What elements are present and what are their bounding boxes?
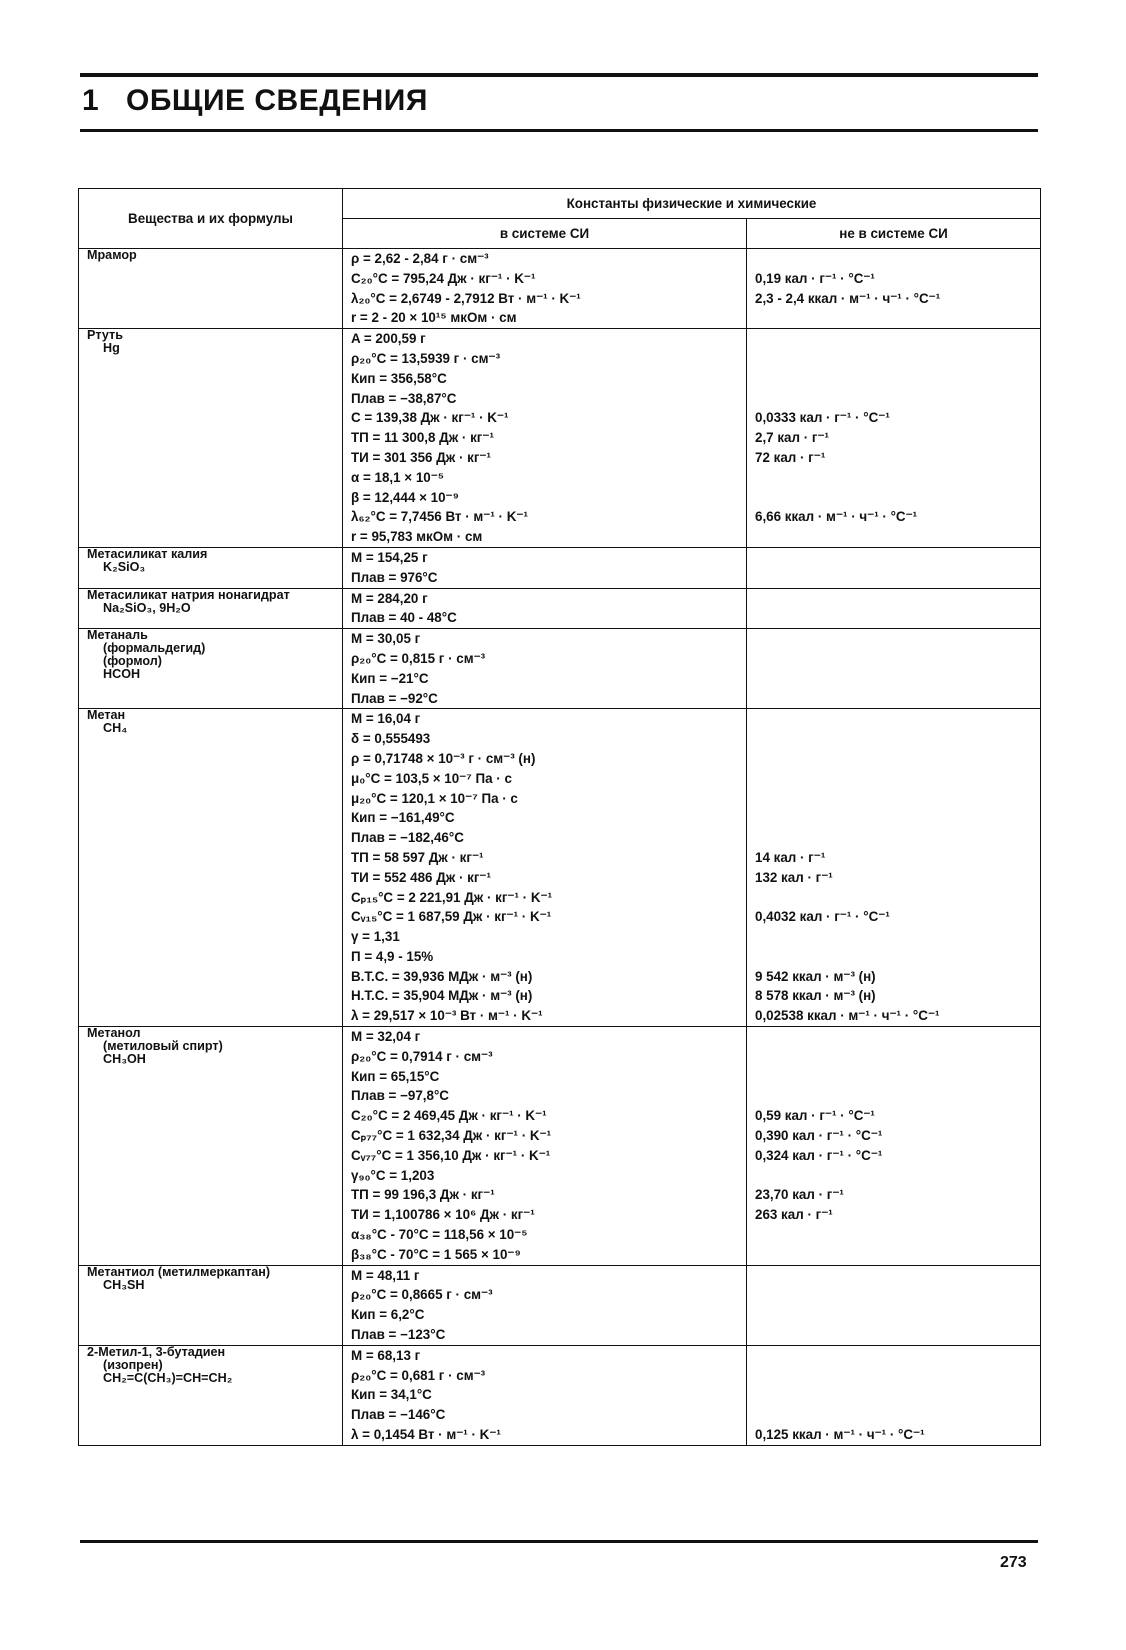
non-si-value-line xyxy=(755,709,1040,729)
non-si-value-line xyxy=(755,1305,1040,1325)
si-values-cell xyxy=(343,1265,747,1345)
si-values-cell xyxy=(343,249,747,329)
non-si-value-line: 2,3 - 2,4 ккал · м⁻¹ · ч⁻¹ · °C⁻¹ xyxy=(755,290,941,306)
substance-cell xyxy=(79,1265,343,1345)
non-si-value-line xyxy=(755,308,1040,328)
non-si-value-line xyxy=(755,1067,1040,1087)
si-value-line: α₃₈°C - 70°C = 118,56 × 10⁻⁵ xyxy=(351,1227,528,1243)
substance-cell xyxy=(79,629,343,709)
si-value-line: Плав = −182,46°C xyxy=(351,830,464,846)
substance-line: 2-Метил-1, 3-бутадиен xyxy=(87,1345,226,1359)
substance-line: Ртуть xyxy=(87,329,123,343)
non-si-value-line xyxy=(755,669,1040,689)
non-si-value-line: 72 кал · г⁻¹ xyxy=(755,449,826,465)
si-value-line: Кип = 34,1°C xyxy=(351,1387,432,1403)
si-value-line: λ₆₂°C = 7,7456 Вт · м⁻¹ · K⁻¹ xyxy=(351,509,528,525)
non-si-value-line xyxy=(755,1086,1040,1106)
non-si-value-line xyxy=(755,947,1040,967)
si-value-line: M = 68,13 г xyxy=(351,1347,421,1363)
si-value-line: Н.Т.С. = 35,904 МДж · м⁻³ (н) xyxy=(351,988,533,1004)
substance-line: (метиловый спирт) xyxy=(103,1040,223,1054)
substance-line: Метантиол (метилмеркаптан) xyxy=(87,1265,271,1279)
si-value-line: λ = 0,1454 Вт · м⁻¹ · K⁻¹ xyxy=(351,1427,501,1443)
non-si-value-line xyxy=(755,548,1040,568)
si-value-line: Кип = −21°C xyxy=(351,670,429,686)
substance-line: (формальдегид) xyxy=(103,642,206,656)
si-value-line: Кип = 6,2°C xyxy=(351,1307,425,1323)
non-si-value-line xyxy=(755,1325,1040,1345)
non-si-value-line xyxy=(755,749,1040,769)
substance-line: CH₂=C(CH₃)=CH=CH₂ xyxy=(103,1371,233,1385)
non-si-value-line xyxy=(755,927,1040,947)
si-values-cell xyxy=(343,547,747,588)
non-si-value-line xyxy=(755,349,1040,369)
si-values-cell xyxy=(343,329,747,548)
substance-line: Мрамор xyxy=(87,249,137,262)
table-row xyxy=(79,1027,1041,1266)
non-si-value-line: 0,59 кал · г⁻¹ · °C⁻¹ xyxy=(755,1108,875,1124)
table-row xyxy=(79,588,1041,629)
non-si-value-line: 23,70 кал · г⁻¹ xyxy=(755,1187,844,1203)
non-si-value-line xyxy=(755,1385,1040,1405)
header-si: в системе СИ xyxy=(343,219,747,249)
si-value-line: ρ = 0,71748 × 10⁻³ г · см⁻³ (н) xyxy=(351,750,536,766)
si-value-line: Кип = −161,49°C xyxy=(351,810,455,826)
non-si-value-line xyxy=(755,589,1040,609)
si-value-line: μ₂₀°C = 120,1 × 10⁻⁷ Па · с xyxy=(351,790,518,806)
non-si-value-line: 0,19 кал · г⁻¹ · °C⁻¹ xyxy=(755,270,875,286)
non-si-value-line xyxy=(755,389,1040,409)
table-row xyxy=(79,1345,1041,1445)
chapter-title: ОБЩИЕ СВЕДЕНИЯ xyxy=(126,84,428,117)
non-si-value-line xyxy=(755,629,1040,649)
non-si-value-line xyxy=(755,1366,1040,1386)
non-si-value-line xyxy=(755,729,1040,749)
non-si-value-line: 8 578 ккал · м⁻³ (н) xyxy=(755,988,876,1004)
non-si-value-line: 2,7 кал · г⁻¹ xyxy=(755,430,829,446)
substance-line: Метасиликат калия xyxy=(87,547,208,561)
non-si-value-line xyxy=(755,1225,1040,1245)
substance-cell xyxy=(79,249,343,329)
non-si-values-cell xyxy=(747,547,1041,588)
non-si-value-line: 0,4032 кал · г⁻¹ · °C⁻¹ xyxy=(755,909,890,925)
non-si-values-cell xyxy=(747,1265,1041,1345)
non-si-value-line xyxy=(755,608,1040,628)
non-si-value-line xyxy=(755,249,1040,269)
non-si-value-line xyxy=(755,1405,1040,1425)
si-value-line: Cₚ₁₅°C = 2 221,91 Дж · кг⁻¹ · K⁻¹ xyxy=(351,889,553,905)
non-si-value-line xyxy=(755,488,1040,508)
non-si-value-line: 0,324 кал · г⁻¹ · °C⁻¹ xyxy=(755,1147,883,1163)
si-value-line: Плав = 976°C xyxy=(351,569,438,585)
si-value-line: M = 284,20 г xyxy=(351,590,428,606)
si-value-line: Cᵥ₇₇°C = 1 356,10 Дж · кг⁻¹ · K⁻¹ xyxy=(351,1147,551,1163)
header-non-si: не в системе СИ xyxy=(747,219,1041,249)
si-values-cell xyxy=(343,1345,747,1445)
si-value-line: ТП = 58 597 Дж · кг⁻¹ xyxy=(351,849,484,865)
page-number: 273 xyxy=(1000,1554,1027,1571)
si-value-line: r = 95,783 мкОм · см xyxy=(351,529,483,545)
si-value-line: ρ₂₀°C = 0,681 г · см⁻³ xyxy=(351,1367,486,1383)
non-si-value-line xyxy=(755,1245,1040,1265)
non-si-value-line: 0,0333 кал · г⁻¹ · °C⁻¹ xyxy=(755,410,890,426)
non-si-value-line xyxy=(755,1266,1040,1286)
non-si-value-line xyxy=(755,369,1040,389)
non-si-value-line xyxy=(755,808,1040,828)
non-si-values-cell xyxy=(747,709,1041,1027)
substance-cell xyxy=(79,588,343,629)
non-si-value-line xyxy=(755,1047,1040,1067)
si-value-line: Плав = −146°C xyxy=(351,1407,446,1423)
non-si-value-line xyxy=(755,527,1040,547)
non-si-value-line xyxy=(755,468,1040,488)
si-value-line: λ₂₀°C = 2,6749 - 2,7912 Вт · м⁻¹ · K⁻¹ xyxy=(351,290,581,306)
substance-line: Na₂SiO₃, 9H₂O xyxy=(103,601,191,615)
si-value-line: ТИ = 301 356 Дж · кг⁻¹ xyxy=(351,449,491,465)
si-value-line: В.Т.С. = 39,936 МДж · м⁻³ (н) xyxy=(351,968,533,984)
substance-line: Hg xyxy=(103,342,120,356)
substance-line: (формол) xyxy=(103,655,162,669)
non-si-value-line xyxy=(755,1346,1040,1366)
si-value-line: ТИ = 552 486 Дж · кг⁻¹ xyxy=(351,869,491,885)
non-si-value-line: 0,02538 ккал · м⁻¹ · ч⁻¹ · °C⁻¹ xyxy=(755,1008,940,1024)
substance-line: CH₃OH xyxy=(103,1053,146,1067)
si-value-line: A = 200,59 г xyxy=(351,331,426,347)
non-si-values-cell xyxy=(747,1345,1041,1445)
header-top-rule xyxy=(80,73,1038,77)
non-si-value-line: 9 542 ккал · м⁻³ (н) xyxy=(755,968,876,984)
si-value-line: Плав = −123°C xyxy=(351,1327,446,1343)
table-body xyxy=(79,249,1041,1446)
substance-cell xyxy=(79,709,343,1027)
substance-line: Метанол xyxy=(87,1027,141,1041)
si-values-cell xyxy=(343,629,747,709)
non-si-value-line: 14 кал · г⁻¹ xyxy=(755,849,826,865)
si-value-line: Кип = 65,15°C xyxy=(351,1068,440,1084)
si-value-line: ТИ = 1,100786 × 10⁶ Дж · кг⁻¹ xyxy=(351,1207,535,1223)
substance-line: Метаналь xyxy=(87,629,148,643)
si-value-line: C = 139,38 Дж · кг⁻¹ · K⁻¹ xyxy=(351,410,509,426)
si-value-line: C₂₀°C = 2 469,45 Дж · кг⁻¹ · K⁻¹ xyxy=(351,1108,547,1124)
non-si-value-line: 263 кал · г⁻¹ xyxy=(755,1207,833,1223)
si-value-line: μ₀°C = 103,5 × 10⁻⁷ Па · с xyxy=(351,770,512,786)
si-value-line: C₂₀°C = 795,24 Дж · кг⁻¹ · K⁻¹ xyxy=(351,270,536,286)
si-value-line: β = 12,444 × 10⁻⁹ xyxy=(351,489,459,505)
non-si-values-cell xyxy=(747,1027,1041,1266)
si-value-line: M = 32,04 г xyxy=(351,1029,421,1045)
non-si-value-line: 132 кал · г⁻¹ xyxy=(755,869,833,885)
si-value-line: П = 4,9 - 15% xyxy=(351,948,434,964)
substance-line: CH₃SH xyxy=(103,1278,145,1292)
si-value-line: Плав = −97,8°C xyxy=(351,1088,449,1104)
non-si-value-line xyxy=(755,888,1040,908)
si-value-line: Кип = 356,58°C xyxy=(351,370,447,386)
non-si-value-line: 0,390 кал · г⁻¹ · °C⁻¹ xyxy=(755,1128,883,1144)
non-si-value-line xyxy=(755,769,1040,789)
si-value-line: M = 30,05 г xyxy=(351,631,421,647)
si-value-line: ρ₂₀°C = 13,5939 г · см⁻³ xyxy=(351,350,501,366)
si-value-line: λ = 29,517 × 10⁻³ Вт · м⁻¹ · K⁻¹ xyxy=(351,1008,543,1024)
substance-cell xyxy=(79,1027,343,1266)
substance-line: (изопрен) xyxy=(103,1358,163,1372)
substance-line: Метасиликат натрия нонагидрат xyxy=(87,588,290,602)
si-value-line: ТП = 99 196,3 Дж · кг⁻¹ xyxy=(351,1187,495,1203)
non-si-value-line xyxy=(755,1285,1040,1305)
table-row xyxy=(79,547,1041,588)
si-value-line: γ = 1,31 xyxy=(351,929,400,945)
chapter-number: 1 xyxy=(82,84,100,117)
non-si-values-cell xyxy=(747,329,1041,548)
non-si-value-line xyxy=(755,649,1040,669)
non-si-value-line: 0,125 ккал · м⁻¹ · ч⁻¹ · °C⁻¹ xyxy=(755,1427,925,1443)
table-row xyxy=(79,629,1041,709)
table-row xyxy=(79,329,1041,548)
si-value-line: M = 48,11 г xyxy=(351,1267,420,1283)
header-bottom-rule xyxy=(80,129,1038,132)
si-value-line: Плав = −38,87°C xyxy=(351,390,457,406)
si-values-cell xyxy=(343,1027,747,1266)
substance-line: HCOH xyxy=(103,668,141,682)
si-value-line: Cₚ₇₇°C = 1 632,34 Дж · кг⁻¹ · K⁻¹ xyxy=(351,1128,552,1144)
si-value-line: Плав = 40 - 48°C xyxy=(351,610,457,626)
si-value-line: M = 16,04 г xyxy=(351,711,421,727)
non-si-value-line: 6,66 ккал · м⁻¹ · ч⁻¹ · °C⁻¹ xyxy=(755,509,918,525)
substance-cell xyxy=(79,547,343,588)
table-row xyxy=(79,709,1041,1027)
substance-cell xyxy=(79,1345,343,1445)
si-value-line: Cᵥ₁₅°C = 1 687,59 Дж · кг⁻¹ · K⁻¹ xyxy=(351,909,552,925)
si-value-line: ρ = 2,62 - 2,84 г · см⁻³ xyxy=(351,251,489,266)
si-value-line: α = 18,1 × 10⁻⁵ xyxy=(351,469,445,485)
chapter-heading xyxy=(82,84,428,118)
non-si-values-cell xyxy=(747,588,1041,629)
non-si-values-cell xyxy=(747,629,1041,709)
header-substance: Вещества и их формулы xyxy=(79,189,343,249)
header-constants: Константы физические и химические xyxy=(343,189,1041,219)
substance-line: K₂SiO₃ xyxy=(103,560,146,574)
substance-cell xyxy=(79,329,343,548)
si-value-line: ρ₂₀°C = 0,8665 г · см⁻³ xyxy=(351,1287,493,1303)
footer-rule xyxy=(80,1540,1038,1543)
non-si-values-cell xyxy=(747,249,1041,329)
si-value-line: r = 2 - 20 × 10¹⁵ мкОм · см xyxy=(351,310,517,326)
si-value-line: γ₉₀°C = 1,203 xyxy=(351,1167,435,1183)
substance-line: Метан xyxy=(87,709,126,723)
si-value-line: M = 154,25 г xyxy=(351,549,428,565)
si-value-line: ТП = 11 300,8 Дж · кг⁻¹ xyxy=(351,430,494,446)
non-si-value-line xyxy=(755,568,1040,588)
si-value-line: ρ₂₀°C = 0,815 г · см⁻³ xyxy=(351,650,486,666)
non-si-value-line xyxy=(755,329,1040,349)
si-value-line: δ = 0,555493 xyxy=(351,731,431,747)
si-values-cell xyxy=(343,709,747,1027)
si-value-line: Плав = −92°C xyxy=(351,690,438,706)
non-si-value-line xyxy=(755,789,1040,809)
table-row xyxy=(79,1265,1041,1345)
non-si-value-line xyxy=(755,1166,1040,1186)
table-row xyxy=(79,249,1041,329)
si-value-line: β₃₈°C - 70°C = 1 565 × 10⁻⁹ xyxy=(351,1246,521,1262)
non-si-value-line xyxy=(755,1027,1040,1047)
constants-table xyxy=(78,188,1041,1446)
si-values-cell xyxy=(343,588,747,629)
si-value-line: ρ₂₀°C = 0,7914 г · см⁻³ xyxy=(351,1048,493,1064)
substance-line: CH₄ xyxy=(103,722,128,736)
non-si-value-line xyxy=(755,689,1040,709)
non-si-value-line xyxy=(755,828,1040,848)
